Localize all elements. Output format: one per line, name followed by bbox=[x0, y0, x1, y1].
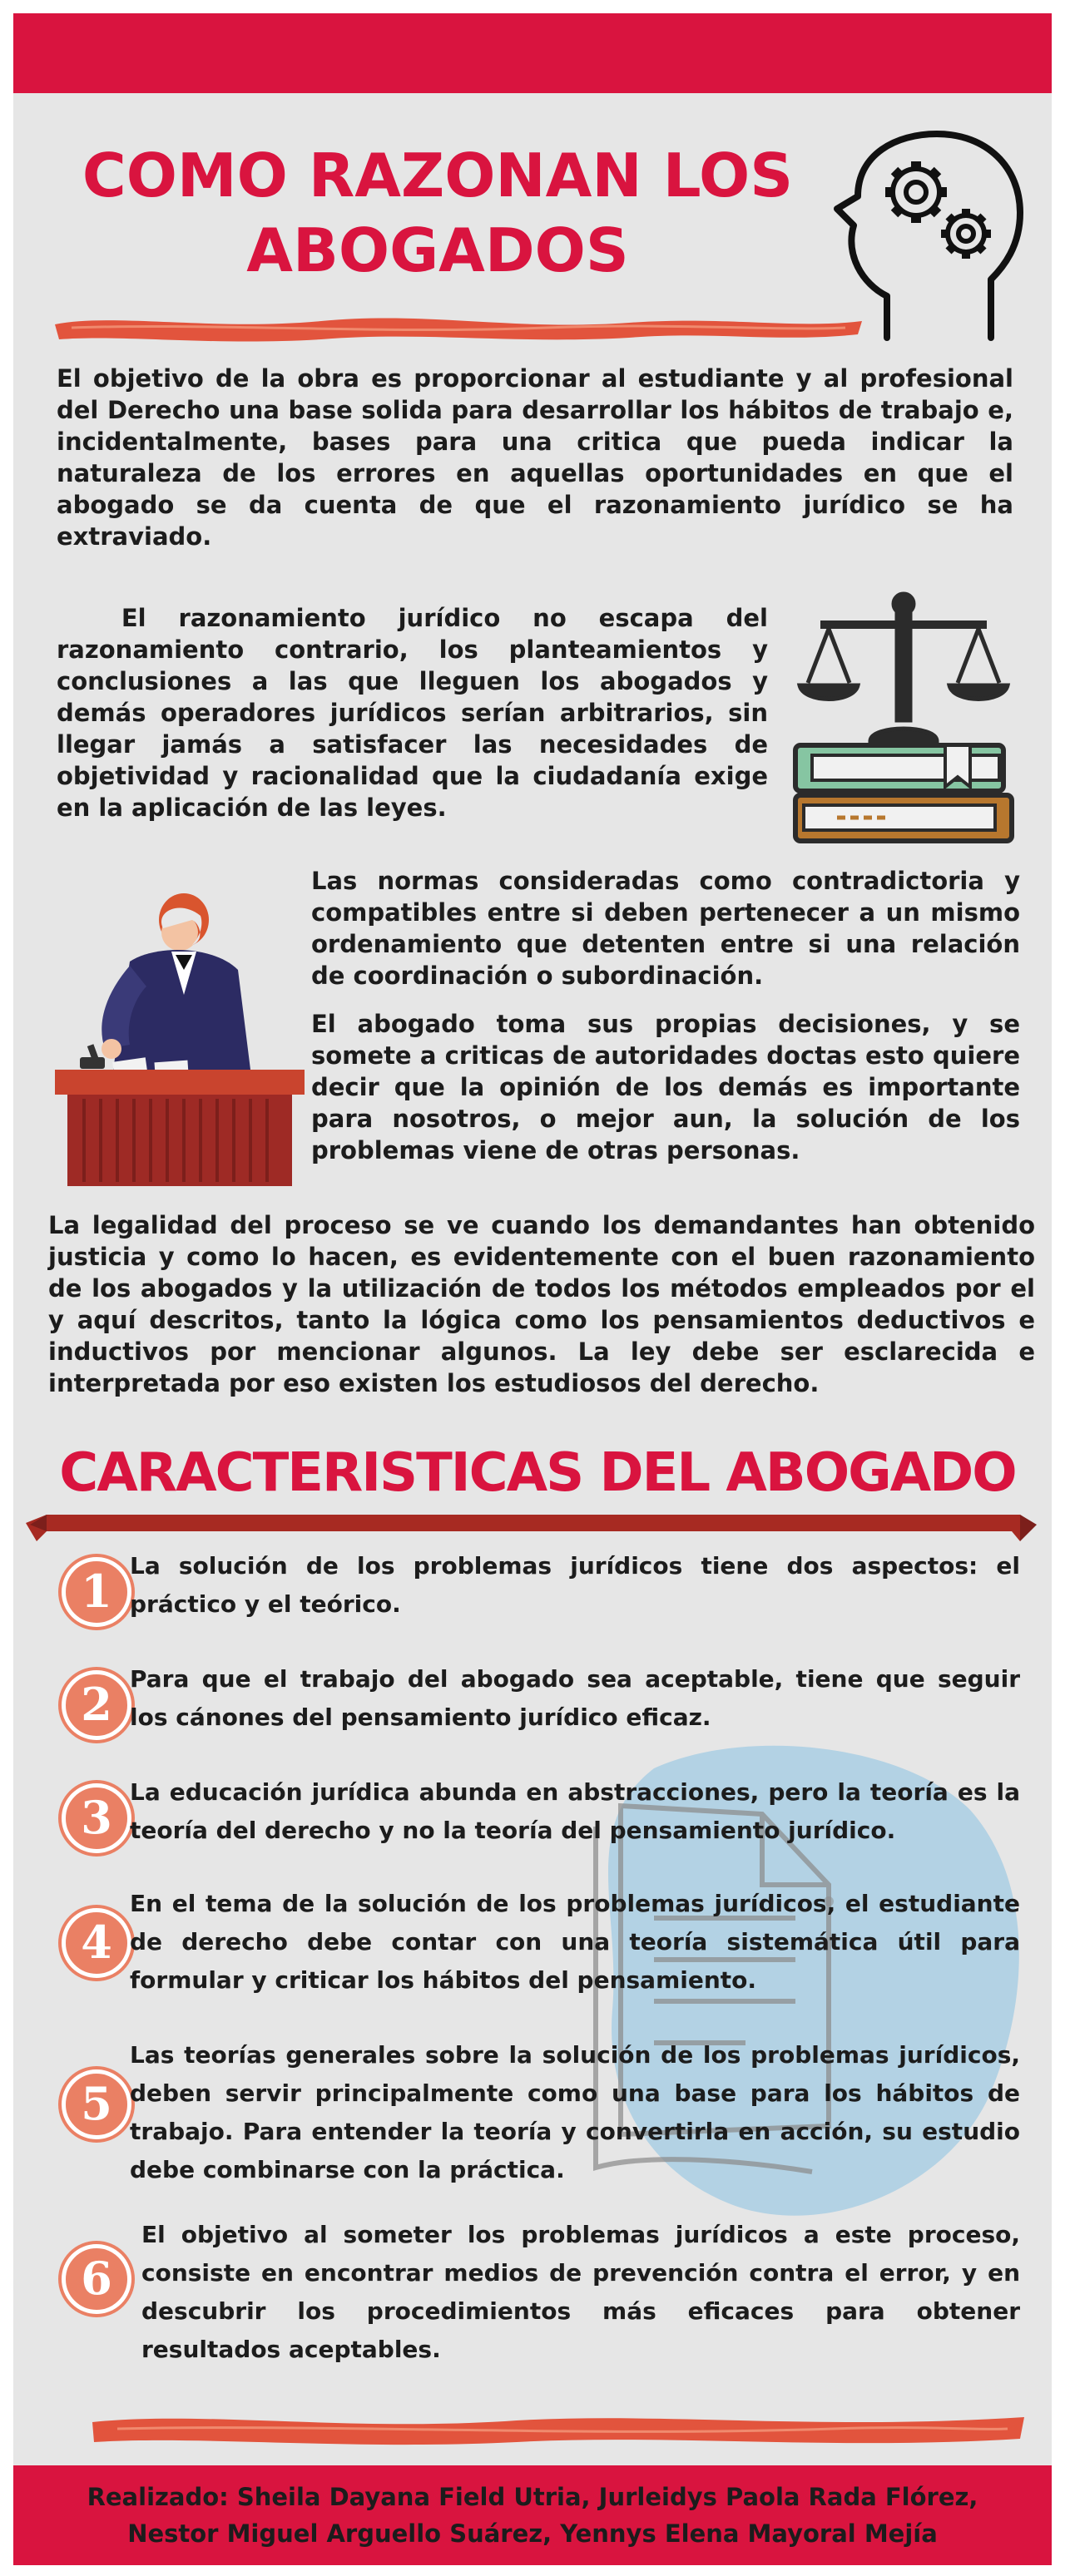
number-badge: 3 bbox=[62, 1783, 131, 1853]
page-title bbox=[72, 138, 804, 288]
reasoning-paragraph: El razonamiento jurídico no escapa del razonamiento contrario, los planteamientos y conclusiones a las que lleguen los abogados y demás operadores jurídicos serían arbitrarios, sin llegar jamás a satisfacer las necesidades de objetividad y racionalidad que la ciudadanía exige en la aplicación de las leyes. bbox=[57, 604, 777, 822]
title-line-2: ABOGADOS bbox=[246, 215, 629, 285]
intro-paragraph: El objetivo de la obra es proporcionar al estudiante y al profesional del Derecho una base solida para desarrollar los hábitos de trabajo e, incidentalmente, bases para una critica que pueda indicar la naturaleza de los errores en aquellas oportunidades en que el abogado se da cuenta de que el razonamiento jurídico se ha extraviado. bbox=[57, 364, 1013, 551]
footer-line-2: Nestor Miguel Arguello Suárez, Yennys Elena Mayoral Mejía bbox=[127, 2519, 938, 2548]
justice-scale-books-icon bbox=[787, 587, 1020, 853]
number-badge: 5 bbox=[62, 2069, 131, 2139]
number-badge: 4 bbox=[62, 1908, 131, 1978]
decisions-paragraph: El abogado toma sus propias decisiones, y se somete a criticas de autoridades doctas esto quiere decir que la opinión de los demás es importante para nosotros, o mejor aun, la solución de los problemas viene de otras personas. bbox=[311, 1010, 1020, 1164]
item-text: El objetivo al someter los problemas jurídicos a este proceso, consiste en encontrar medios de prevención contra el error, y en descubrir los procedimientos más eficaces para obtener resultados aceptables. bbox=[141, 2221, 1020, 2363]
item-text: Las teorías generales sobre la solución de los problemas jurídicos, deben servir principalmente como una base para los hábitos de trabajo. Para entender la teoría y convertirla en acción, su estudio debe combinarse con la práctica. bbox=[130, 2041, 1020, 2183]
section-title: CARACTERISTICAS DEL ABOGADO bbox=[59, 1442, 1016, 1504]
item-text: La educación jurídica abunda en abstracciones, pero la teoría es la teoría del derecho y no la teoría del pensamiento jurídico. bbox=[130, 1778, 1020, 1844]
footer-credits bbox=[13, 2465, 1052, 2565]
title-line-1: COMO RAZONAN LOS bbox=[82, 141, 794, 210]
number-badge: 1 bbox=[62, 1557, 131, 1627]
top-banner bbox=[13, 13, 1052, 93]
item-text: La solución de los problemas jurídicos tiene dos aspectos: el práctico y el teórico. bbox=[130, 1552, 1020, 1618]
norms-paragraph: Las normas consideradas como contradictoria y compatibles entre si deben pertenecer a un mismo ordenamiento que detenten entre si una relación de coordinación o subordinación. bbox=[311, 867, 1020, 990]
brush-divider-bottom bbox=[84, 2405, 1033, 2455]
number-badge: 2 bbox=[62, 1670, 131, 1740]
brush-divider-top bbox=[47, 306, 870, 348]
infographic-page bbox=[13, 13, 1052, 2565]
number-badge: 6 bbox=[62, 2244, 131, 2314]
item-text: En el tema de la solución de los problemas jurídicos, el estudiante de derecho debe contar con una teoría sistemática útil para formular y criticar los hábitos del pensamiento. bbox=[130, 1890, 1020, 1994]
item-text: Para que el trabajo del abogado sea aceptable, tiene que seguir los cánones del pensamiento jurídico eficaz. bbox=[130, 1665, 1020, 1731]
section-ribbon bbox=[22, 1506, 1045, 1553]
legality-paragraph: La legalidad del proceso se ve cuando los demandantes han obtenido justicia y como lo hacen, es evidentemente con el buen razonamiento de los abogados y la utilización de todos los métodos empleados por el y aquí descritos, tanto la lógica como los pensamientos deductivos e inductivos por mencionar algunos. La ley debe ser esclarecida e interpretada por eso existen los estudiosos del derecho. bbox=[48, 1211, 1035, 1397]
footer-line-1: Realizado: Sheila Dayana Field Utria, Jurleidys Paola Rada Flórez, bbox=[87, 2483, 978, 2511]
judge-illustration bbox=[38, 887, 313, 1186]
